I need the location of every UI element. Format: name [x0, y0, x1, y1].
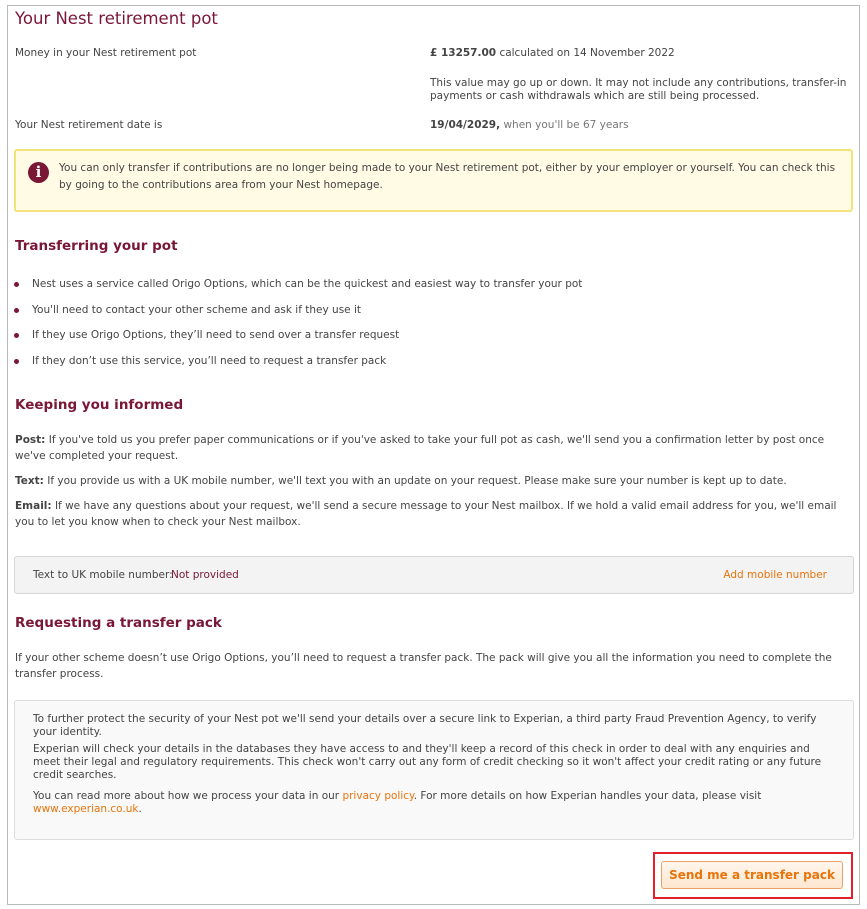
list-item: If they don’t use this service, you’ll need to request a transfer pack — [14, 354, 834, 380]
experian-link[interactable]: www.experian.co.uk — [33, 803, 139, 815]
bullet-icon — [14, 333, 19, 338]
info-icon: i — [28, 162, 49, 183]
page-title: Your Nest retirement pot — [15, 9, 218, 28]
pack-intro: If your other scheme doesn’t use Origo Options, you’ll need to request a transfer pack. The pack will give you all the information you need to complete the transfer process. — [15, 652, 832, 680]
list-item: Nest uses a service called Origo Options, which can be the quickest and easiest way to transfer your pot — [14, 277, 834, 303]
warning-banner — [14, 149, 853, 212]
mobile-number-box — [14, 556, 854, 594]
security-text: To further protect the security of your Nest pot we'll send your details over a secure link to Experian, a third party Fraud Prevention Agency, to verify your identity. — [33, 713, 817, 738]
email-text: If we have any questions about your request, we'll send a secure message to your Nest mailbox. If we hold a valid email address for you, we'll email you to let you know when to check your Nest mailbox. — [15, 500, 837, 528]
pot-value-note: This value may go up or down. It may not include any contributions, transfer-in payments or cash withdrawals which are still being processed. — [430, 77, 847, 102]
mobile-value: Not provided — [171, 569, 239, 581]
text-text: If you provide us with a UK mobile number, we'll text you with an update on your request. Please make sure your number is kept up to date. — [43, 475, 787, 487]
pot-calculated-text: calculated on 14 November 2022 — [499, 47, 675, 59]
highlight-box — [653, 852, 853, 899]
list-item: If they use Origo Options, they’ll need to send over a transfer request — [14, 328, 834, 354]
privacy-notice-box — [14, 700, 854, 840]
post-label: Post: — [15, 434, 46, 446]
retirement-age: when you'll be 67 years — [503, 119, 629, 131]
informed-heading: Keeping you informed — [15, 397, 184, 413]
pot-amount: £ 13257.00 — [430, 47, 497, 59]
retirement-date: 19/04/2029, — [430, 119, 501, 131]
send-transfer-pack-button[interactable]: Send me a transfer pack — [661, 861, 843, 889]
bullet-icon — [14, 359, 19, 364]
text-paragraph — [15, 473, 850, 489]
post-paragraph — [15, 432, 850, 464]
transferring-heading: Transferring your pot — [15, 238, 178, 254]
transfer-panel — [7, 5, 860, 905]
pot-money-value — [430, 47, 675, 59]
warning-text: You can only transfer if contributions are no longer being made to your Nest retirement pot, either by your employer or yourself. You can check this by going to the contributions area from your Nest homepage. — [59, 162, 836, 191]
bullet-icon — [14, 308, 19, 313]
privacy-policy-link[interactable]: privacy policy — [342, 790, 414, 802]
mobile-label: Text to UK mobile number: — [33, 569, 173, 581]
experian-text: Experian will check your details in the databases they have access to and they'll keep a record of this check in order to deal with any enquiries and meet their legal and regulatory requirements. This check won't carry out any form of credit checking so it won't affect your credit rating or any future credit searches. — [33, 743, 822, 781]
retirement-date-value — [430, 119, 629, 131]
pot-money-label: Money in your Nest retirement pot — [15, 47, 197, 59]
post-text: If you've told us you prefer paper communications or if you've asked to take your full pot as cash, we'll send you a confirmation letter by post once we've completed your request. — [15, 434, 825, 462]
email-label: Email: — [15, 500, 52, 512]
email-paragraph — [15, 498, 850, 530]
bullet-icon — [14, 282, 19, 287]
add-mobile-link[interactable]: Add mobile number — [723, 569, 827, 581]
text-label: Text: — [15, 475, 44, 487]
privacy-text: You can read more about how we process your data in our privacy policy. For more details on how Experian handles your data, please visit www.experian.co.uk. — [33, 790, 762, 815]
transferring-list — [14, 277, 834, 379]
retirement-date-label: Your Nest retirement date is — [15, 119, 163, 131]
pack-heading: Requesting a transfer pack — [15, 615, 222, 631]
list-item: You'll need to contact your other scheme and ask if they use it — [14, 303, 834, 329]
